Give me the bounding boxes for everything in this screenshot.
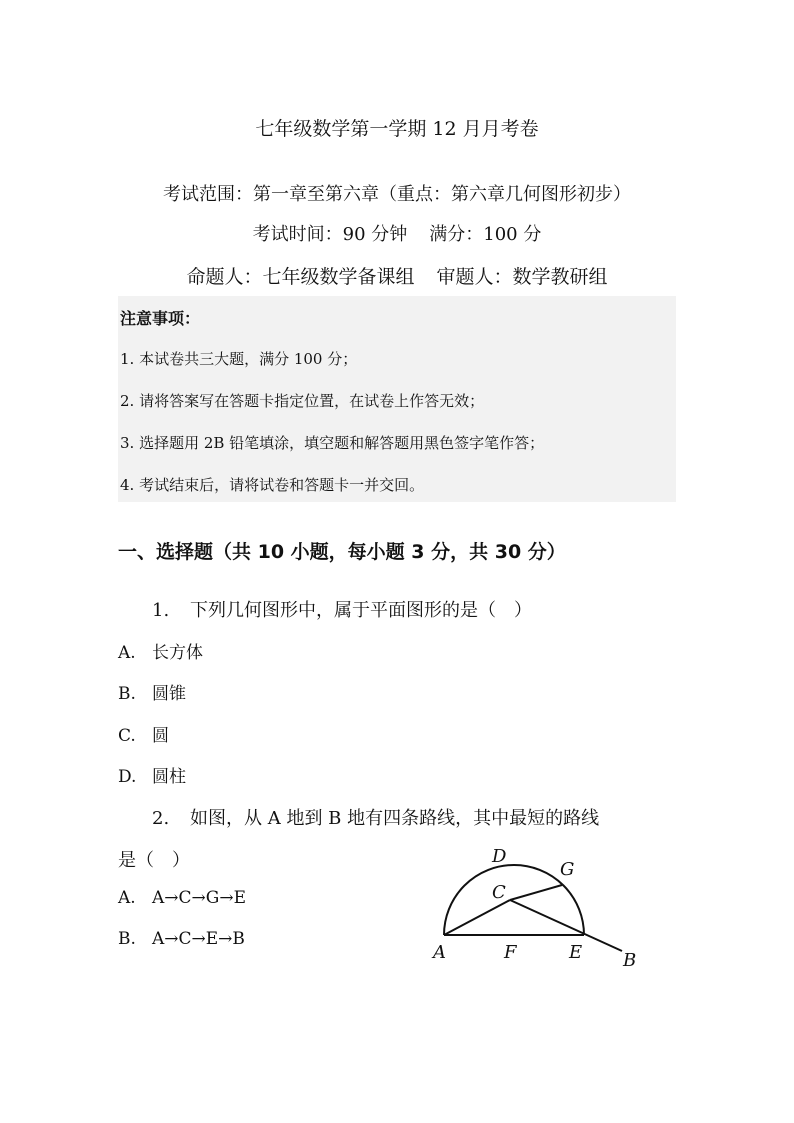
option-text: 圆 [152,726,169,746]
label-e: E [569,942,583,963]
option-b [118,679,186,704]
option-letter: B. [118,929,136,949]
label-c: C [492,882,506,903]
notice-box [118,296,676,502]
exam-scope: 考试范围：第一章至第六章（重点：第六章几何图形初步） [163,184,631,205]
segment-ceb [510,900,622,951]
notice-item: 1. 本试卷共三大题，满分 100 分； [120,350,358,368]
section-heading: 一、选择题（共 10 小题，每小题 3 分，共 30 分） [118,541,566,563]
label-d: D [492,846,507,867]
option-c [118,721,169,746]
option-letter: D. [118,767,137,787]
option-text: 圆柱 [152,767,186,787]
exam-reviewer: 审题人：数学教研组 [436,266,608,288]
segment-ac [444,900,510,935]
label-a: A [433,942,446,963]
notice-item: 2. 请将答案写在答题卡指定位置，在试卷上作答无效； [120,392,485,410]
exam-full-score: 满分：100 分 [429,224,542,245]
option-letter: A. [118,888,136,908]
notice-title: 注意事项： [120,309,201,328]
label-b: B [623,950,637,971]
segment-cg [510,885,562,900]
option-letter: A. [118,643,136,663]
option-a [118,888,246,908]
label-f: F [504,942,517,963]
option-letter: B. [118,684,136,704]
option-text: A→C→G→E [152,888,247,908]
question-2 [152,804,599,830]
option-d [118,762,186,787]
option-letter: C. [118,726,136,746]
question-text: 下列几何图形中，属于平面图形的是（ ） [190,600,532,621]
route-diagram [430,840,670,980]
exam-time: 考试时间：90 分钟 [252,224,408,245]
exam-author: 命题人：七年级数学备课组 [186,266,415,288]
option-text: 长方体 [152,643,203,663]
option-text: 圆锥 [152,684,186,704]
notice-item: 4. 考试结束后，请将试卷和答题卡一并交回。 [120,476,425,494]
option-a [118,638,203,663]
label-g: G [560,859,575,880]
option-b [118,929,245,949]
notice-item: 3. 选择题用 2B 铅笔填涂，填空题和解答题用黑色签字笔作答； [120,434,545,452]
question-text: 如图，从 A 地到 B 地有四条路线，其中最短的路线 [190,808,600,829]
question-2-line2: 是（ ） [118,850,190,871]
route-diagram-svg [430,840,670,980]
question-1 [152,596,532,622]
question-number: 1. [152,600,170,621]
exam-title: 七年级数学第一学期 12 月月考卷 [255,118,539,140]
question-number: 2. [152,808,170,829]
option-text: A→C→E→B [152,929,245,949]
exam-time-score [0,220,794,246]
exam-authors [0,262,794,289]
